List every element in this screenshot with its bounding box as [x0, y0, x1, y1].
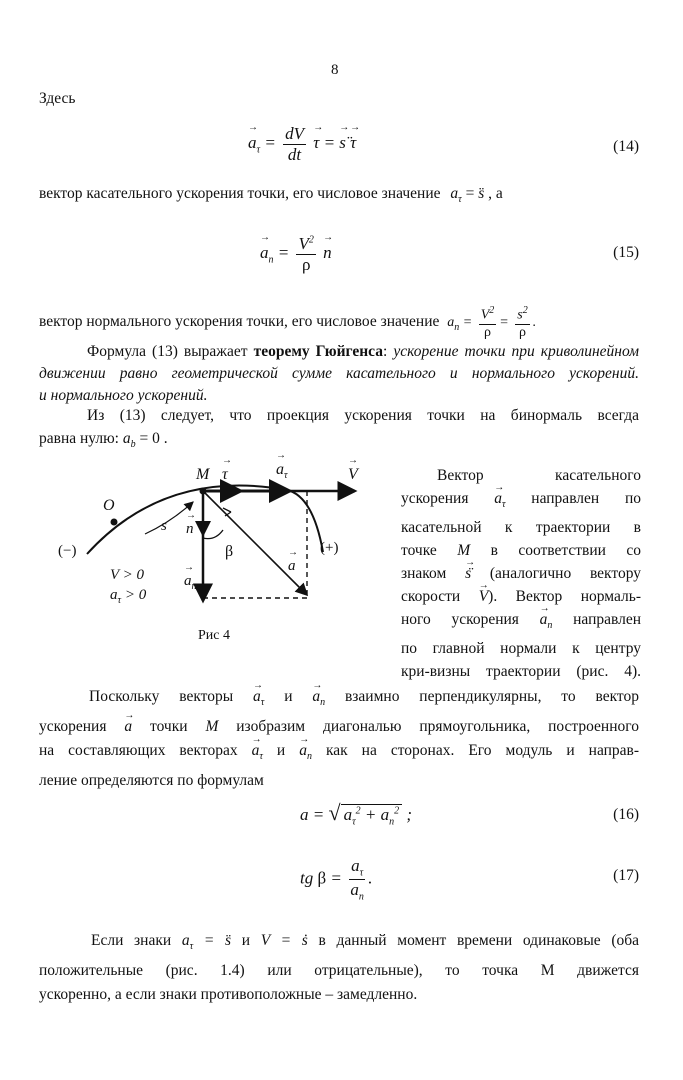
paragraph-signs: Если знаки $a_\tau$ = s̈ и V = ṡ в данный момент времени одинаковые (оба положительные (рис. 1.4) или отрицательные), то точка M движется ускоренно, а если знаки противоположные – замедленно.: [39, 932, 640, 1004]
equation-17-number: (17): [613, 867, 639, 884]
label-v: → V: [348, 466, 358, 484]
paragraph-binormal-line1: Из (13) следует, что проекция ускорения точки на бинормаль всегда: [87, 407, 639, 424]
paragraph-huygens: Формула (13) выражает теорему Гюйгенса: ускорение точки при криволинейном движении равно геометрической сумме касательного и нормального ускорений.: [39, 343, 640, 382]
equation-15-number: (15): [613, 244, 639, 261]
trajectory-curve: [87, 486, 323, 554]
point-o: [111, 519, 118, 526]
figure-caption: Рис 4: [198, 628, 230, 643]
equation-17: tg β = $\frac{a_\tau}{a_n}$ .: [300, 856, 373, 903]
line-after-14: вектор касательного ускорения точки, его числовое значение $a_\tau$ = s̈ , а: [39, 185, 503, 206]
equation-16-number: (16): [613, 806, 639, 823]
label-tau: → τ: [222, 466, 228, 484]
label-n: → n: [186, 521, 194, 538]
a-vector: [203, 491, 307, 595]
page-number: 8: [331, 62, 339, 78]
equation-16: a = √ $a_\tau^2 + a_n^2$ ;: [300, 800, 413, 828]
paragraph-perpendicular: Поскольку векторы → $a_\tau$ $и \to a_n$ взаимно перпендикулярны, то вектор ускорения → a точки M изобразим диагональю прямоугольника, построенного на составляющих векторах → $a_\tau$ $и \to a_n$ как на сторонах. Его модуль и направ- ление определяются по формулам: [39, 685, 639, 793]
label-s: s: [161, 518, 167, 534]
equation-15: → $a_n$ = $\frac{V^2}{\rho}$ → n: [260, 234, 332, 274]
label-v-positive: V > 0: [110, 567, 145, 583]
beta-arc: [203, 530, 223, 539]
label-a: → a: [288, 558, 296, 575]
label-minus: (−): [58, 543, 77, 559]
intro-word: Здесь: [39, 90, 76, 107]
side-text: Вектор касательного ускорения → $a_\tau$ направлен по касательной к траектории в точке M в соответствии со знаком → s̈ (аналогично вектору скорости → V). Вектор нормаль- ного ускорения → $a_n$ направлен по главной нормали к центру кри-визны траектории (рис. 4).: [401, 464, 641, 683]
line-after-15: вектор нормального ускорения точки, его числовое значение $a_n$ = $\frac{V^2}{\rho}$ = $\frac{s^2}{\rho}$ .: [39, 305, 537, 340]
label-at: → $a_\tau$: [276, 461, 288, 481]
label-o: O: [103, 497, 115, 514]
label-m: M: [196, 466, 210, 483]
label-an: → $a_n$: [184, 573, 197, 592]
paragraph-huygens-end: и нормального ускорений.: [39, 387, 208, 404]
figure-4: [55, 458, 385, 618]
label-at-positive: $a_\tau > 0$: [110, 587, 147, 606]
label-plus: (+): [320, 540, 339, 556]
equation-14: → $a_\tau$ = $\frac{dV}{dt}$ → τ = → s̈ → τ: [248, 124, 356, 164]
label-beta: β: [225, 543, 234, 560]
equation-14-number: (14): [613, 138, 639, 155]
paragraph-binormal-line2: равна нулю: $a_b = 0$ .: [39, 430, 168, 451]
